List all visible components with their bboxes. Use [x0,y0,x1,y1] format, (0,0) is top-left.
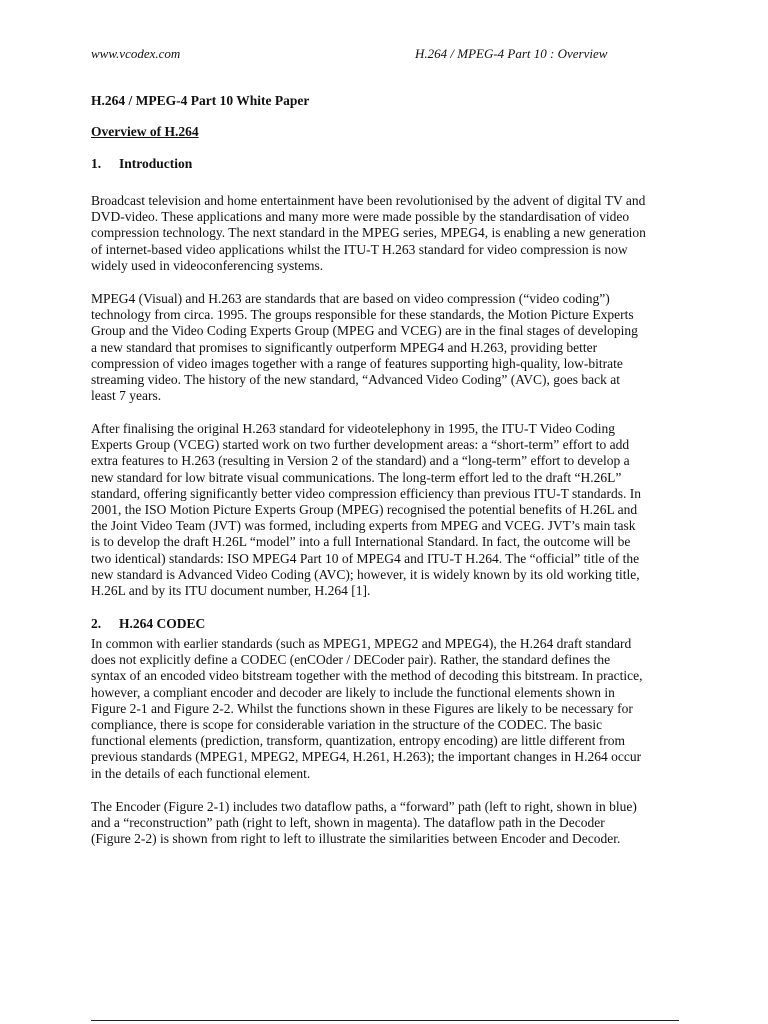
paragraph-line: in the details of each functional element. [91,765,311,781]
paragraph-line: Broadcast television and home entertainment have been revolutionised by the advent of digital TV and [91,193,646,208]
section-1-heading [91,156,192,172]
page-header [91,46,677,64]
paragraph-line: standard, offering significantly better video compression efficiency than previous ITU-T standards. In [91,485,641,501]
paragraph-line: 2001, the ISO Motion Picture Experts Group (MPEG) recognised the potential benefits of H.26L and [91,502,638,518]
paragraph-line: two identical) standards: ISO MPEG4 Part 10 of MPEG4 and ITU-T H.264. The “official” title of the [91,550,640,566]
section-2-paragraph-2 [91,799,691,848]
paragraph-line: Group and the Video Coding Experts Group (MPEG and VCEG) are in the final stages of developing [91,323,638,339]
paragraph-line: technology from circa. 1995. The groups responsible for these standards, the Motion Picture Experts [91,307,634,323]
section-1-paragraph-1 [91,193,691,274]
section-2-heading [91,616,205,632]
section-2-number: 2. [91,616,102,631]
paragraph-line: syntax of an encoded video bitstream together with the method of decoding this bitstream. In practice, [91,668,643,684]
paragraph-line: is to develop the draft H.26L “model” into a full International Standard. In fact, the outcome will be [91,534,631,550]
header-document-title: H.264 / MPEG-4 Part 10 : Overview [415,46,608,61]
paragraph-line: compression of video images together with a range of features supporting high-quality, low-bitrate [91,355,623,371]
section-2-paragraph-1 [91,636,691,782]
paragraph-line: the Joint Video Team (JVT) was formed, including experts from MPEG and VCEG. JVT’s main task [91,518,636,534]
paragraph-line: functional elements (prediction, transform, quantization, entropy encoding) are little different from [91,733,625,749]
paragraph-line: previous standards (MPEG1, MPEG2, MPEG4, H.261, H.263); the important changes in H.264 occur [91,749,642,765]
paragraph-line: least 7 years. [91,388,162,404]
paragraph-line: MPEG4 (Visual) and H.263 are standards that are based on video compression (“video coding”) [91,291,610,306]
header-website: www.vcodex.com [91,46,181,61]
paragraph-line: and a “reconstruction” path (right to left, shown in magenta). The dataflow path in the Decoder [91,815,605,831]
paragraph-line: extra features to H.263 (resulting in Version 2 of the standard) and a “long-term” effort to develop a [91,453,630,469]
paragraph-line: After finalising the original H.263 standard for videotelephony in 1995, the ITU-T Video Coding [91,421,615,436]
section-1-number: 1. [91,156,102,171]
paragraph-line: (Figure 2-2) is shown from right to left to illustrate the similarities between Encoder and Decoder. [91,831,621,847]
paragraph-line: compliance, there is scope for considerable variation in the structure of the CODEC. The basic [91,717,603,733]
paragraph-line: DVD-video. These applications and many more were made possible by the standardisation of video [91,209,630,225]
paragraph-line: Experts Group (VCEG) started work on two further development areas: a “short-term” effort to add [91,437,630,453]
paragraph-line: does not explicitly define a CODEC (enCOder / DECoder pair). Rather, the standard defines the [91,652,611,668]
paragraph-line: a new standard that promises to significantly outperform MPEG4 and H.263, providing better [91,339,598,355]
section-2-title: H.264 CODEC [119,616,206,631]
paragraph-line: however, a compliant encoder and decoder are likely to include the functional elements shown in [91,684,615,700]
document-title: H.264 / MPEG-4 Part 10 White Paper [91,93,310,108]
paragraph-line: widely used in videoconferencing systems. [91,257,324,273]
section-1-paragraph-2 [91,291,691,404]
paragraph-line: Figure 2-1 and Figure 2-2. Whilst the functions shown in these Figures are likely to be necessary for [91,700,633,716]
paragraph-line: new standard is Advanced Video Coding (AVC); however, it is widely known by its old working title, [91,566,640,582]
paragraph-line: H.26L and by its ITU document number, H.264 [1]. [91,583,371,599]
footer-rule [91,1020,679,1021]
paragraph-line: streaming video. The history of the new standard, “Advanced Video Coding” (AVC), goes back at [91,372,620,388]
section-1-title: Introduction [119,156,193,171]
section-1-paragraph-3 [91,421,691,599]
paragraph-line: new standard for low bitrate visual communications. The long-term effort led to the draft “H.26L” [91,469,622,485]
paragraph-line: The Encoder (Figure 2-1) includes two dataflow paths, a “forward” path (left to right, shown in blue) [91,799,637,814]
overview-heading: Overview of H.264 [91,124,199,139]
paragraph-line: of internet-based video applications whilst the ITU-T H.263 standard for video compression is now [91,241,628,257]
paragraph-line: In common with earlier standards (such as MPEG1, MPEG2 and MPEG4), the H.264 draft standard [91,636,632,651]
paragraph-line: compression technology. The next standard in the MPEG series, MPEG4, is enabling a new generation [91,225,646,241]
